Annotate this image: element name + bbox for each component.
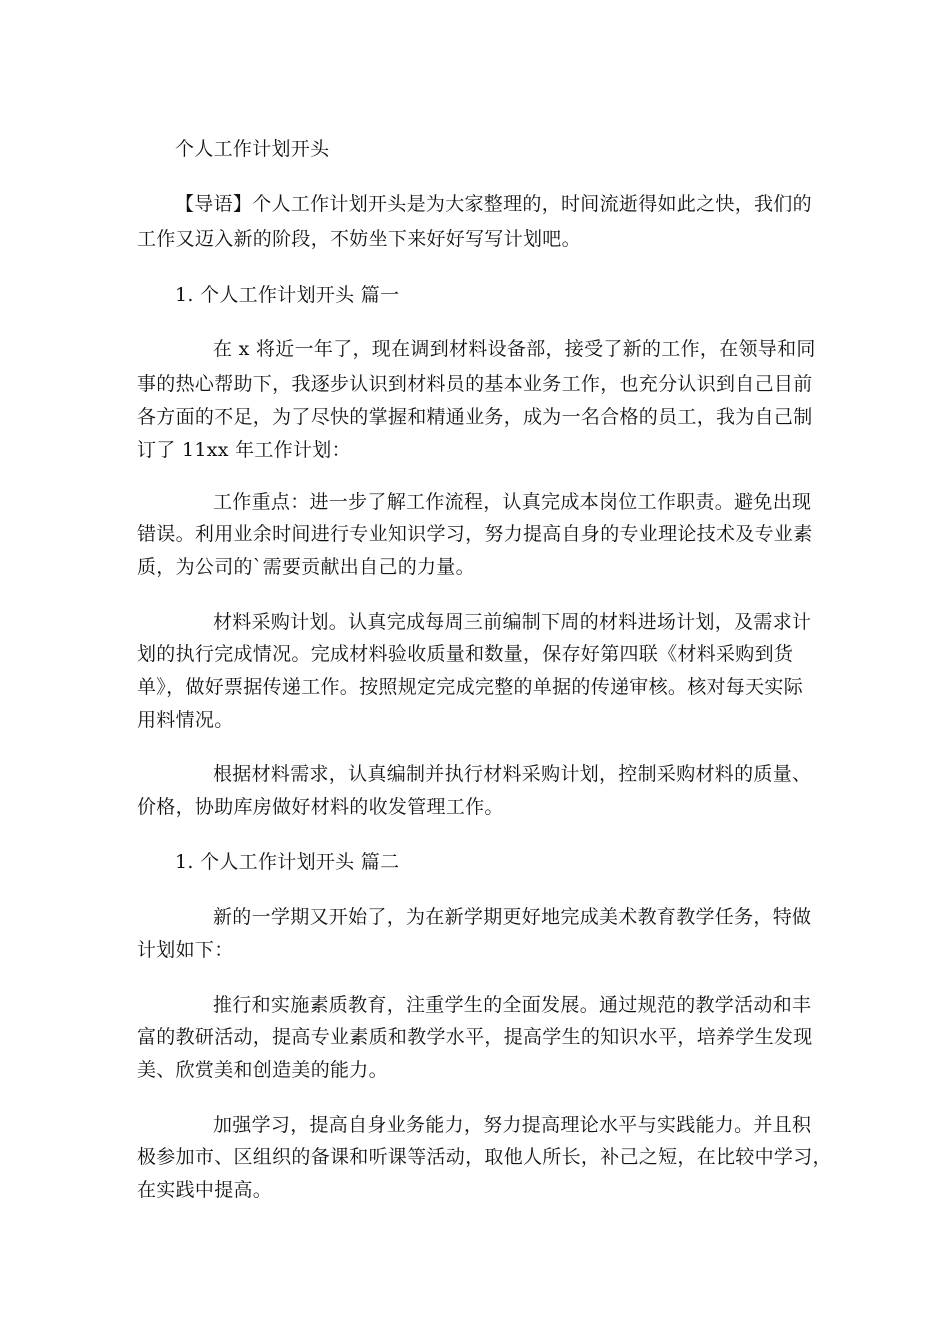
paragraph-line: 材料采购计划。认真完成每周三前编制下周的材料进场计划，及需求计: [213, 611, 812, 633]
paragraph-line: 富的教研活动，提高专业素质和教学水平，提高学生的知识水平，培养学生发现: [137, 1026, 813, 1048]
intro-line: 工作又迈入新的阶段，不妨坐下来好好写写计划吧。: [137, 228, 581, 250]
section-heading: 1. 个人工作计划开头 篇一: [175, 284, 400, 306]
paragraph-line: 订了 11xx 年工作计划：: [137, 439, 351, 461]
paragraph-line: 错误。利用业余时间进行专业知识学习，努力提高自身的专业理论技术及专业素: [137, 523, 813, 545]
paragraph-line: 单》，做好票据传递工作。按照规定完成完整的单据的传递审核。核对每天实际: [137, 676, 804, 698]
paragraph-line: 根据材料需求，认真编制并执行材料采购计划，控制采购材料的质量、: [213, 763, 812, 785]
intro-line: 【导语】个人工作计划开头是为大家整理的，时间流逝得如此之快，我们的: [175, 193, 812, 215]
document-title: 个人工作计划开头: [175, 138, 330, 160]
paragraph-line: 在 x 将近一年了，现在调到材料设备部，接受了新的工作，在领导和同: [213, 338, 816, 360]
paragraph-line: 各方面的不足，为了尽快的掌握和精通业务，成为一名合格的员工，我为自己制: [137, 406, 813, 428]
paragraph-line: 在实践中提高。: [137, 1179, 273, 1201]
paragraph-line: 质，为公司的`需要贡献出自己的力量。: [137, 556, 475, 578]
paragraph-line: 用料情况。: [137, 709, 234, 731]
paragraph-line: 极参加市、区组织的备课和听课等活动，取他人所长，补己之短，在比较中学习，: [137, 1146, 832, 1168]
section-heading: 1. 个人工作计划开头 篇二: [175, 851, 400, 873]
paragraph-line: 价格，协助库房做好材料的收发管理工作。: [137, 796, 504, 818]
paragraph-line: 加强学习，提高自身业务能力，努力提高理论水平与实践能力。并且积: [213, 1114, 812, 1136]
paragraph-line: 计划如下：: [137, 939, 234, 961]
paragraph-line: 新的一学期又开始了，为在新学期更好地完成美术教育教学任务，特做: [213, 906, 812, 928]
paragraph-line: 工作重点：进一步了解工作流程，认真完成本岗位工作职责。避免出现: [213, 491, 812, 513]
paragraph-line: 美、欣赏美和创造美的能力。: [137, 1059, 388, 1081]
paragraph-line: 推行和实施素质教育，注重学生的全面发展。通过规范的教学活动和丰: [213, 994, 812, 1016]
paragraph-line: 划的执行完成情况。完成材料验收质量和数量，保存好第四联《材料采购到货: [137, 643, 794, 665]
paragraph-line: 事的热心帮助下，我逐步认识到材料员的基本业务工作，也充分认识到自己目前: [137, 373, 813, 395]
